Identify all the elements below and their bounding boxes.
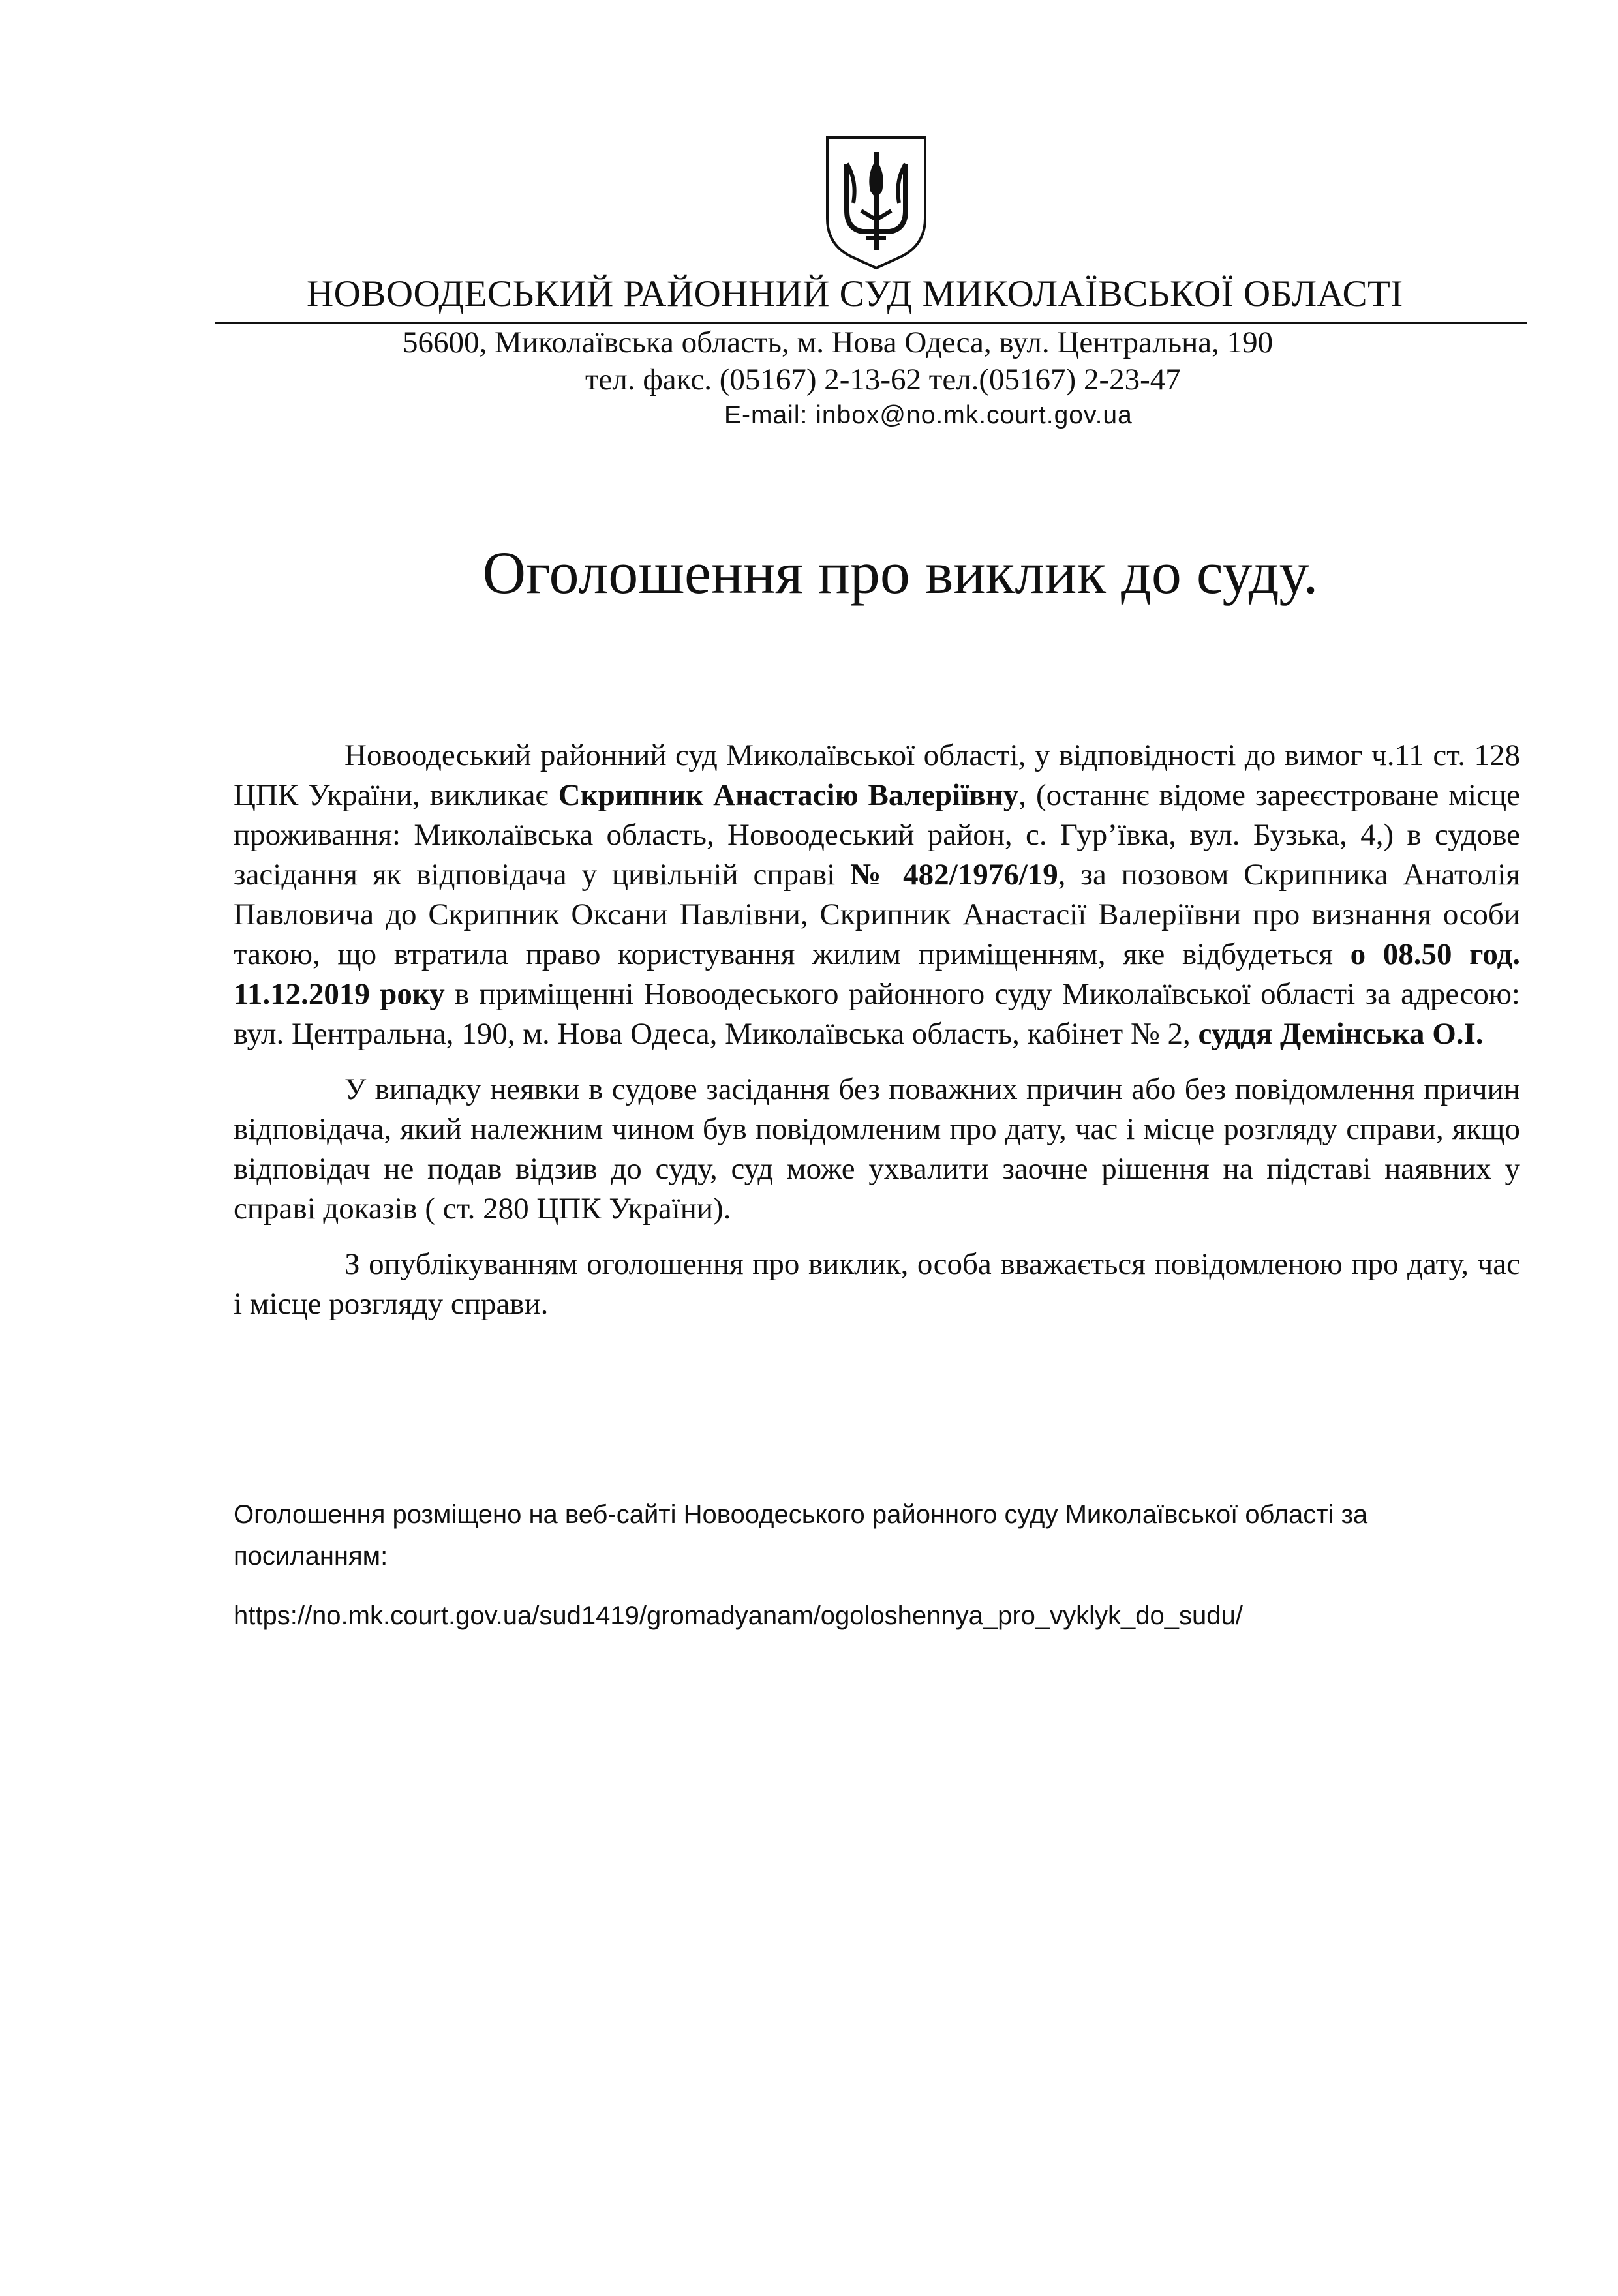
- announcement-url[interactable]: https://no.mk.court.gov.ua/sud1419/gromadyanam/ogoloshennya_pro_vyklyk_do_sudu/: [234, 1601, 1243, 1630]
- court-phones: тел. факс. (05167) 2-13-62 тел.(05167) 2-23-47: [585, 363, 1181, 397]
- paragraph-summons: [234, 736, 1520, 1054]
- summons-text-2: , (останнє відоме зареєстроване місце проживання: Миколаївська область, Новоодеський район, с. Гур’ївка, вул. Бузька, 4,) в судове засідання як відповідача у цивільній справі: [234, 778, 1520, 892]
- court-email: E-mail: inbox@no.mk.court.gov.ua: [724, 401, 1133, 429]
- court-address: 56600, Миколаївська область, м. Нова Одеса, вул. Центральна, 190: [403, 325, 1274, 359]
- hearing-datetime: о 08.50 год. 11.12.2019 року: [234, 937, 1520, 1011]
- document-title: Оголошення про виклик до суду.: [482, 539, 1319, 606]
- court-name: НОВООДЕСЬКИЙ РАЙОННИЙ СУД МИКОЛАЇВСЬКОЇ ОБЛАСТІ: [307, 273, 1403, 314]
- announcement-body: [234, 736, 1520, 1340]
- ukraine-trident-emblem-icon: [823, 134, 929, 271]
- summons-text-1: Новоодеський районний суд Миколаївської області, у відповідності до вимог ч.11 ст. 128 ЦПК України, викликає: [234, 738, 1520, 812]
- case-number: № 482/1976/19: [849, 858, 1058, 892]
- paragraph-default-judgment: У випадку неявки в судове засідання без поважних причин або без повідомлення причин відповідача, який належним чином був повідомленим про дату, час і місце розгляду справи, якщо відповідач не подав відзив до суду, суд може ухвалити заочне рішення на підставі наявних у справі доказів ( ст. 280 ЦПК України).: [234, 1072, 1520, 1226]
- judge-name: суддя Демінська О.І.: [1198, 1017, 1484, 1051]
- paragraph-notification: З опублікуванням оголошення про виклик, особа вважається повідомленою про дату, час і місце розгляду справи.: [234, 1247, 1520, 1321]
- summons-text-3: , за позовом Скрипника Анатолія Павловича до Скрипник Оксани Павлівни, Скрипник Анастасії Валеріївни про визнання особи такою, що втратила право користування жилим приміщенням, яке відбудеться: [234, 858, 1520, 971]
- header-rule: [215, 322, 1527, 324]
- defendant-name: Скрипник Анастасію Валеріївну: [558, 778, 1019, 812]
- document-title-wrap: [0, 538, 1618, 607]
- website-notice: Оголошення розміщено на веб-сайті Новоодеського районного суду Миколаївської області за посиланням:: [234, 1500, 1368, 1571]
- summons-text-4: в приміщенні Новоодеського районного суду Миколаївської області за адресою: вул. Центральна, 190, м. Нова Одеса, Миколаївська область, кабінет № 2,: [234, 977, 1520, 1051]
